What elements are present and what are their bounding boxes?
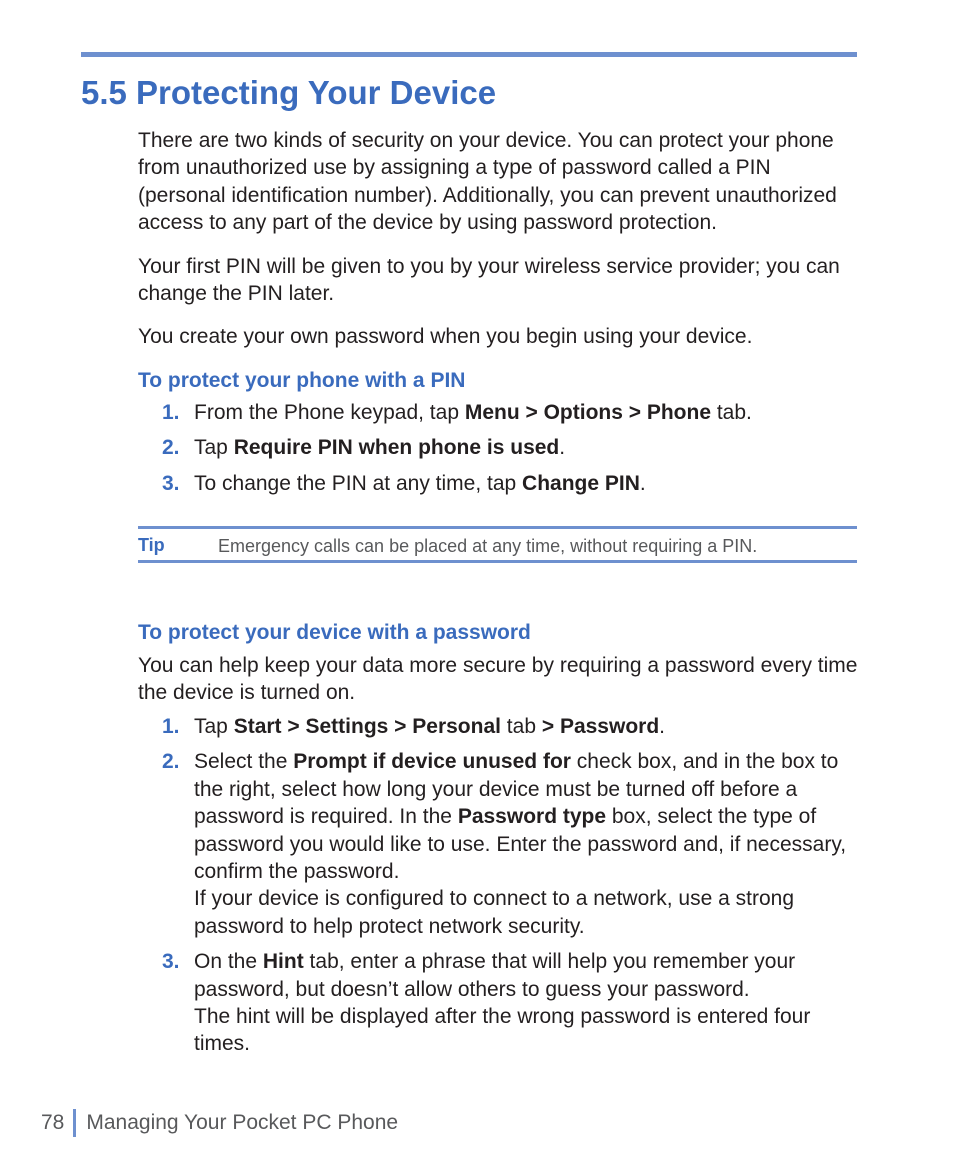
step-note: The hint will be displayed after the wrong password is entered four times. (194, 1004, 811, 1056)
step-number: 3. (162, 950, 180, 974)
intro-paragraph: You create your own password when you begin using your device. (138, 325, 753, 349)
password-step (138, 748, 862, 940)
step-text: tab, enter a phrase that will help you remember your password, but doesn’t allow others to guess your password. (194, 950, 796, 1001)
step-note: If your device is configured to connect to a network, use a strong password to help protect network security. (194, 887, 794, 938)
step-ui-path: > Password (541, 714, 660, 738)
step-text: On the (194, 950, 263, 974)
page-number: 78 (41, 1111, 65, 1134)
pin-step (138, 470, 862, 497)
step-ui-tab: Hint (262, 950, 304, 974)
tip-text: Emergency calls can be placed at any time, without requiring a PIN. (218, 536, 758, 557)
step-number: 1. (162, 714, 180, 738)
password-procedure-heading: To protect your device with a password (138, 621, 531, 645)
step-text: check box, and in the box to the right, select how long your device must be turned off before a password is required. In the (194, 750, 839, 829)
pin-steps-list (138, 399, 862, 497)
step-text: . (659, 714, 665, 738)
password-steps-list (138, 713, 862, 1058)
step-ui-option: Prompt if device unused for (293, 750, 571, 774)
step-text: From the Phone keypad, tap (194, 400, 465, 424)
step-ui-button: Change PIN (522, 471, 640, 495)
password-intro: You can help keep your data more secure by requiring a password every time the device is turned on. (138, 654, 858, 705)
pin-step (138, 399, 862, 426)
pin-procedure-heading: To protect your phone with a PIN (138, 368, 466, 392)
pin-step (138, 434, 862, 461)
step-ui-option: Password type (457, 805, 607, 829)
tip-box (138, 526, 857, 563)
step-text: . (639, 471, 646, 495)
section-title: 5.5 Protecting Your Device (81, 74, 497, 111)
password-step (138, 948, 862, 1058)
step-number: 1. (162, 400, 180, 424)
step-ui-option: Require PIN when phone is used (233, 436, 560, 460)
page-body (138, 127, 862, 1066)
chapter-title: Managing Your Pocket PC Phone (86, 1111, 399, 1134)
step-text: . (559, 436, 566, 460)
footer-divider (73, 1109, 76, 1137)
step-text: Tap (194, 714, 234, 738)
step-number: 2. (162, 436, 180, 460)
step-ui-path: Menu > Options > Phone (464, 400, 712, 424)
step-text: box, select the type of password you would like to use. Enter the password and, if necessary, confirm the password. (194, 805, 847, 883)
header-rule (81, 52, 857, 57)
step-text: tab. (711, 400, 752, 424)
step-text: Select the (194, 750, 294, 774)
intro-paragraph: There are two kinds of security on your device. You can protect your phone from unauthorized use by assigning a type of password called a PIN (personal identification number). Additionally, you can prevent unauthorized access to any part of the device by using password protection. (138, 129, 837, 235)
tip-label: Tip (138, 535, 165, 556)
password-step (138, 713, 862, 740)
page-footer (41, 1109, 398, 1137)
step-number: 3. (162, 471, 180, 495)
step-ui-path: Start > Settings > Personal (233, 714, 501, 738)
step-text: Tap (194, 436, 234, 460)
step-text: To change the PIN at any time, tap (194, 471, 523, 495)
step-text: tab (500, 714, 542, 738)
step-number: 2. (162, 750, 180, 774)
intro-paragraph: Your first PIN will be given to you by your wireless service provider; you can change the PIN later. (138, 254, 840, 306)
